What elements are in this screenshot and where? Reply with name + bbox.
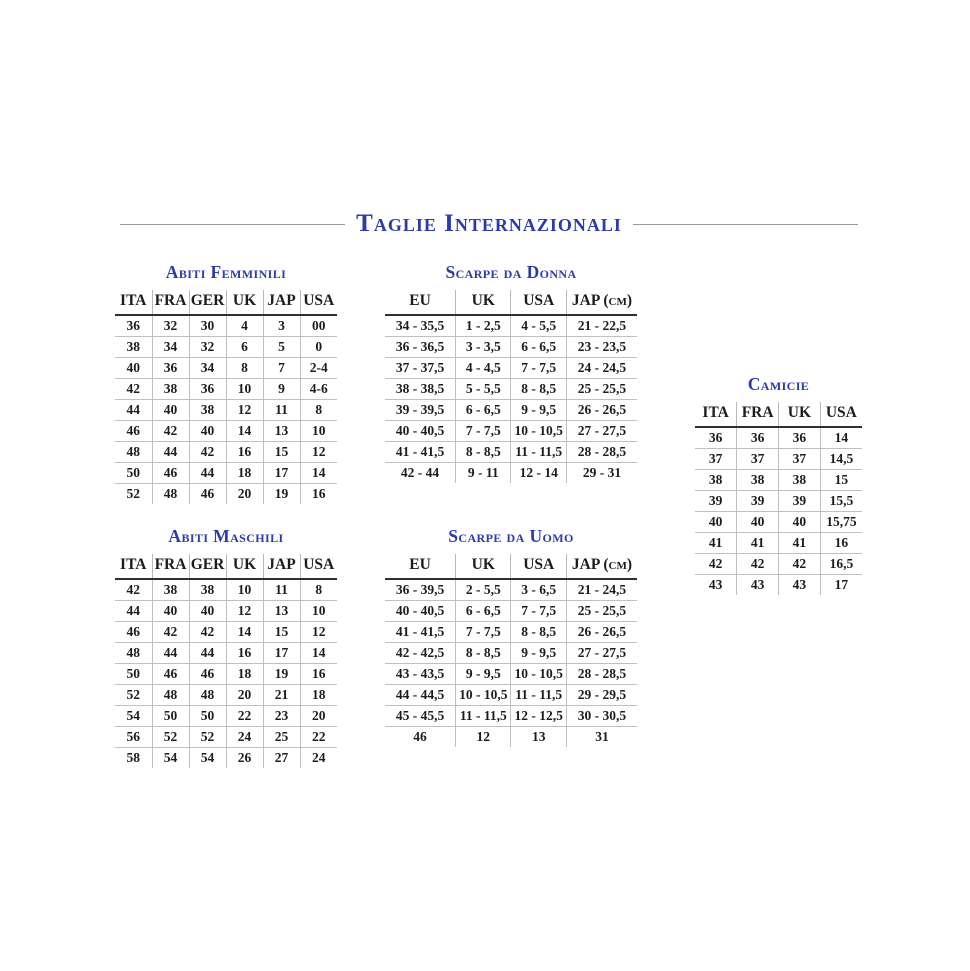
size-cell: 54 bbox=[152, 747, 189, 768]
size-cell: 40 bbox=[189, 600, 226, 621]
abiti-maschili-table bbox=[115, 554, 337, 768]
table-row bbox=[115, 621, 337, 642]
size-cell: 30 bbox=[189, 315, 226, 336]
size-cell: 11 - 11,5 bbox=[456, 705, 511, 726]
table-row bbox=[115, 399, 337, 420]
table-row bbox=[385, 399, 637, 420]
column-header: JAP (cm) bbox=[566, 554, 637, 579]
size-cell: 20 bbox=[226, 483, 263, 504]
size-cell: 7 bbox=[263, 357, 300, 378]
column-header: UK bbox=[226, 554, 263, 579]
table-row bbox=[385, 684, 637, 705]
size-cell: 25 - 25,5 bbox=[566, 600, 637, 621]
size-cell: 46 bbox=[152, 663, 189, 684]
column-header: JAP bbox=[263, 554, 300, 579]
size-cell: 38 bbox=[115, 336, 152, 357]
size-cell: 7 - 7,5 bbox=[511, 600, 566, 621]
title-rule-right bbox=[633, 224, 858, 225]
size-cell: 41 - 41,5 bbox=[385, 621, 456, 642]
size-cell: 40 bbox=[189, 420, 226, 441]
size-cell: 44 bbox=[189, 462, 226, 483]
abiti-femminili-table bbox=[115, 290, 337, 504]
size-cell: 8 bbox=[226, 357, 263, 378]
size-cell: 42 - 44 bbox=[385, 462, 456, 483]
section-scarpe-da-donna bbox=[385, 262, 637, 483]
size-cell: 00 bbox=[300, 315, 337, 336]
size-cell: 12 bbox=[300, 441, 337, 462]
column-header: GER bbox=[189, 554, 226, 579]
size-cell: 21 - 22,5 bbox=[566, 315, 637, 336]
size-cell: 52 bbox=[189, 726, 226, 747]
size-cell: 48 bbox=[115, 642, 152, 663]
table-row bbox=[115, 642, 337, 663]
table-row bbox=[385, 357, 637, 378]
scarpe-da-donna-table bbox=[385, 290, 637, 483]
size-cell: 42 bbox=[115, 579, 152, 600]
size-cell: 14 bbox=[820, 427, 862, 448]
table-row bbox=[385, 663, 637, 684]
size-cell: 11 bbox=[263, 579, 300, 600]
size-cell: 43 bbox=[737, 574, 779, 595]
size-cell: 42 bbox=[737, 553, 779, 574]
column-header: GER bbox=[189, 290, 226, 315]
size-cell: 13 bbox=[263, 420, 300, 441]
table-row bbox=[385, 378, 637, 399]
size-cell: 38 bbox=[695, 469, 737, 490]
size-cell: 19 bbox=[263, 663, 300, 684]
column-header: USA bbox=[300, 554, 337, 579]
table-row bbox=[115, 357, 337, 378]
column-header: USA bbox=[300, 290, 337, 315]
table-row bbox=[385, 462, 637, 483]
size-cell: 32 bbox=[189, 336, 226, 357]
table-row bbox=[695, 574, 862, 595]
size-cell: 40 bbox=[737, 511, 779, 532]
size-cell: 48 bbox=[152, 684, 189, 705]
size-cell: 40 - 40,5 bbox=[385, 600, 456, 621]
table-header-row bbox=[695, 402, 862, 427]
size-cell: 22 bbox=[300, 726, 337, 747]
size-cell: 52 bbox=[115, 483, 152, 504]
size-cell: 36 bbox=[779, 427, 821, 448]
size-cell: 44 bbox=[189, 642, 226, 663]
size-cell: 10 bbox=[300, 600, 337, 621]
size-cell: 42 bbox=[779, 553, 821, 574]
size-cell: 28 - 28,5 bbox=[566, 441, 637, 462]
size-cell: 36 bbox=[152, 357, 189, 378]
column-header: FRA bbox=[152, 290, 189, 315]
size-cell: 38 bbox=[779, 469, 821, 490]
size-cell: 39 bbox=[695, 490, 737, 511]
size-cell: 1 - 2,5 bbox=[456, 315, 511, 336]
size-cell: 10 bbox=[226, 378, 263, 399]
camicie-table bbox=[695, 402, 862, 595]
size-cell: 37 bbox=[737, 448, 779, 469]
size-cell: 0 bbox=[300, 336, 337, 357]
size-cell: 50 bbox=[152, 705, 189, 726]
size-cell: 5 - 5,5 bbox=[456, 378, 511, 399]
size-cell: 9 bbox=[263, 378, 300, 399]
size-cell: 29 - 29,5 bbox=[566, 684, 637, 705]
size-cell: 10 bbox=[226, 579, 263, 600]
size-cell: 42 - 42,5 bbox=[385, 642, 456, 663]
size-cell: 38 bbox=[189, 579, 226, 600]
size-cell: 38 bbox=[152, 579, 189, 600]
size-cell: 50 bbox=[115, 462, 152, 483]
size-cell: 54 bbox=[115, 705, 152, 726]
table-row bbox=[115, 579, 337, 600]
table-row bbox=[695, 469, 862, 490]
section-title-scarpe-da-uomo: Scarpe da Uomo bbox=[448, 526, 574, 546]
size-cell: 34 bbox=[189, 357, 226, 378]
section-title-scarpe-da-donna: Scarpe da Donna bbox=[445, 262, 577, 282]
size-cell: 12 bbox=[226, 600, 263, 621]
size-cell: 21 bbox=[263, 684, 300, 705]
size-cell: 4 bbox=[226, 315, 263, 336]
size-cell: 40 - 40,5 bbox=[385, 420, 456, 441]
size-cell: 40 bbox=[779, 511, 821, 532]
table-header-row bbox=[385, 290, 637, 315]
column-header: FRA bbox=[152, 554, 189, 579]
section-camicie bbox=[695, 374, 862, 595]
table-row bbox=[115, 336, 337, 357]
size-cell: 16 bbox=[226, 642, 263, 663]
size-cell: 15 bbox=[263, 621, 300, 642]
table-row bbox=[385, 642, 637, 663]
size-cell: 6 - 6,5 bbox=[511, 336, 566, 357]
size-cell: 16 bbox=[820, 532, 862, 553]
table-row bbox=[695, 511, 862, 532]
section-abiti-maschili bbox=[115, 526, 337, 768]
table-row bbox=[115, 441, 337, 462]
size-cell: 3 - 6,5 bbox=[511, 579, 566, 600]
size-cell: 10 - 10,5 bbox=[511, 663, 566, 684]
scarpe-da-uomo-table bbox=[385, 554, 637, 747]
size-cell: 34 bbox=[152, 336, 189, 357]
table-row bbox=[115, 420, 337, 441]
page-title-row bbox=[120, 208, 858, 240]
table-row bbox=[115, 684, 337, 705]
size-cell: 38 - 38,5 bbox=[385, 378, 456, 399]
size-cell: 41 - 41,5 bbox=[385, 441, 456, 462]
size-cell: 37 bbox=[779, 448, 821, 469]
column-header: JAP (cm) bbox=[566, 290, 637, 315]
size-cell: 17 bbox=[263, 642, 300, 663]
table-row bbox=[115, 378, 337, 399]
table-header-row bbox=[115, 290, 337, 315]
column-header: FRA bbox=[737, 402, 779, 427]
size-cell: 52 bbox=[152, 726, 189, 747]
size-cell: 26 - 26,5 bbox=[566, 399, 637, 420]
size-cell: 40 bbox=[115, 357, 152, 378]
size-cell: 10 bbox=[300, 420, 337, 441]
title-rule-left bbox=[120, 224, 345, 225]
column-header: UK bbox=[456, 554, 511, 579]
table-row bbox=[695, 532, 862, 553]
table-row bbox=[695, 553, 862, 574]
size-cell: 24 bbox=[226, 726, 263, 747]
size-cell: 12 - 14 bbox=[511, 462, 566, 483]
size-cell: 11 - 11,5 bbox=[511, 684, 566, 705]
size-cell: 4-6 bbox=[300, 378, 337, 399]
size-cell: 24 - 24,5 bbox=[566, 357, 637, 378]
size-cell: 48 bbox=[115, 441, 152, 462]
size-cell: 10 - 10,5 bbox=[456, 684, 511, 705]
size-cell: 7 - 7,5 bbox=[511, 357, 566, 378]
table-row bbox=[385, 600, 637, 621]
size-cell: 8 - 8,5 bbox=[456, 441, 511, 462]
table-row bbox=[115, 315, 337, 336]
size-cell: 14,5 bbox=[820, 448, 862, 469]
size-cell: 34 - 35,5 bbox=[385, 315, 456, 336]
table-row bbox=[115, 705, 337, 726]
size-cell: 36 - 36,5 bbox=[385, 336, 456, 357]
column-header: UK bbox=[779, 402, 821, 427]
size-cell: 36 bbox=[695, 427, 737, 448]
size-cell: 8 bbox=[300, 399, 337, 420]
size-cell: 52 bbox=[115, 684, 152, 705]
size-cell: 28 - 28,5 bbox=[566, 663, 637, 684]
table-row bbox=[385, 705, 637, 726]
size-cell: 45 - 45,5 bbox=[385, 705, 456, 726]
table-row bbox=[385, 420, 637, 441]
size-cell: 40 bbox=[152, 600, 189, 621]
size-cell: 10 - 10,5 bbox=[511, 420, 566, 441]
column-header: UK bbox=[226, 290, 263, 315]
column-header: ITA bbox=[115, 554, 152, 579]
column-header: JAP bbox=[263, 290, 300, 315]
column-header: EU bbox=[385, 554, 456, 579]
size-cell: 56 bbox=[115, 726, 152, 747]
size-cell: 42 bbox=[189, 441, 226, 462]
size-cell: 16 bbox=[226, 441, 263, 462]
size-cell: 40 bbox=[152, 399, 189, 420]
size-cell: 44 bbox=[152, 441, 189, 462]
size-cell: 36 bbox=[115, 315, 152, 336]
size-cell: 46 bbox=[189, 483, 226, 504]
size-cell: 14 bbox=[226, 420, 263, 441]
size-cell: 2-4 bbox=[300, 357, 337, 378]
size-cell: 3 - 3,5 bbox=[456, 336, 511, 357]
size-cell: 15 bbox=[263, 441, 300, 462]
column-header: UK bbox=[456, 290, 511, 315]
column-header: ITA bbox=[115, 290, 152, 315]
size-cell: 46 bbox=[152, 462, 189, 483]
size-cell: 38 bbox=[737, 469, 779, 490]
size-cell: 8 bbox=[300, 579, 337, 600]
table-row bbox=[115, 747, 337, 768]
size-cell: 29 - 31 bbox=[582, 464, 622, 480]
size-cell: 36 bbox=[737, 427, 779, 448]
size-cell: 23 bbox=[263, 705, 300, 726]
size-cell: 39 bbox=[779, 490, 821, 511]
table-row bbox=[695, 427, 862, 448]
size-cell: 41 bbox=[737, 532, 779, 553]
table-row bbox=[115, 726, 337, 747]
size-cell: 3 bbox=[263, 315, 300, 336]
size-cell: 13 bbox=[511, 726, 566, 747]
size-cell: 26 - 26,5 bbox=[566, 621, 637, 642]
table-row bbox=[115, 600, 337, 621]
size-cell: 42 bbox=[152, 420, 189, 441]
size-cell: 25 bbox=[263, 726, 300, 747]
size-cell: 41 bbox=[779, 532, 821, 553]
column-header: USA bbox=[511, 290, 566, 315]
size-cell: 4 - 4,5 bbox=[456, 357, 511, 378]
size-cell: 36 - 39,5 bbox=[385, 579, 456, 600]
size-cell: 31 bbox=[595, 728, 609, 744]
size-cell: 15,75 bbox=[820, 511, 862, 532]
table-row bbox=[385, 726, 637, 747]
size-cell: 50 bbox=[115, 663, 152, 684]
size-cell: 30 - 30,5 bbox=[566, 705, 637, 726]
size-cell: 26 bbox=[226, 747, 263, 768]
size-cell: 7 - 7,5 bbox=[456, 621, 511, 642]
column-header: USA bbox=[511, 554, 566, 579]
size-cell: 38 bbox=[152, 378, 189, 399]
size-cell: 12 bbox=[300, 621, 337, 642]
section-abiti-femminili bbox=[115, 262, 337, 504]
size-cell: 12 bbox=[456, 726, 511, 747]
size-cell: 42 bbox=[152, 621, 189, 642]
size-cell: 16,5 bbox=[820, 553, 862, 574]
size-cell: 46 bbox=[115, 621, 152, 642]
size-cell: 42 bbox=[695, 553, 737, 574]
size-cell: 39 - 39,5 bbox=[385, 399, 456, 420]
size-cell: 7 - 7,5 bbox=[456, 420, 511, 441]
size-cell: 24 bbox=[312, 749, 326, 765]
size-cell: 15 bbox=[820, 469, 862, 490]
size-cell: 8 - 8,5 bbox=[511, 621, 566, 642]
size-cell: 54 bbox=[189, 747, 226, 768]
table-row bbox=[115, 483, 337, 504]
size-cell: 8 - 8,5 bbox=[456, 642, 511, 663]
size-cell: 18 bbox=[226, 663, 263, 684]
size-cell: 9 - 9,5 bbox=[511, 642, 566, 663]
section-title-abiti-femminili: Abiti Femminili bbox=[165, 262, 287, 282]
size-cell: 44 bbox=[115, 399, 152, 420]
size-cell: 8 - 8,5 bbox=[511, 378, 566, 399]
table-row bbox=[385, 579, 637, 600]
size-cell: 46 bbox=[115, 420, 152, 441]
size-cell: 13 bbox=[263, 600, 300, 621]
size-cell: 37 - 37,5 bbox=[385, 357, 456, 378]
section-scarpe-da-uomo bbox=[385, 526, 637, 747]
table-row bbox=[385, 621, 637, 642]
size-cell: 58 bbox=[115, 747, 152, 768]
size-cell: 46 bbox=[385, 726, 456, 747]
size-cell: 21 - 24,5 bbox=[566, 579, 637, 600]
size-cell: 22 bbox=[226, 705, 263, 726]
size-cell: 43 bbox=[779, 574, 821, 595]
size-cell: 44 bbox=[115, 600, 152, 621]
size-cell: 17 bbox=[834, 576, 849, 592]
size-cell: 32 bbox=[152, 315, 189, 336]
size-cell: 11 - 11,5 bbox=[511, 441, 566, 462]
size-cell: 39 bbox=[737, 490, 779, 511]
size-cell: 2 - 5,5 bbox=[456, 579, 511, 600]
size-cell: 16 bbox=[312, 485, 326, 501]
table-row bbox=[695, 490, 862, 511]
size-cell: 5 bbox=[263, 336, 300, 357]
size-cell: 37 bbox=[695, 448, 737, 469]
size-cell: 12 - 12,5 bbox=[511, 705, 566, 726]
size-cell: 48 bbox=[189, 684, 226, 705]
size-cell: 27 - 27,5 bbox=[566, 420, 637, 441]
table-header-row bbox=[115, 554, 337, 579]
size-cell: 38 bbox=[189, 399, 226, 420]
size-cell: 42 bbox=[115, 378, 152, 399]
size-cell: 18 bbox=[226, 462, 263, 483]
size-cell: 12 bbox=[226, 399, 263, 420]
size-cell: 16 bbox=[300, 663, 337, 684]
size-cell: 9 - 9,5 bbox=[456, 663, 511, 684]
table-row bbox=[115, 663, 337, 684]
size-cell: 9 - 11 bbox=[456, 462, 511, 483]
size-cell: 41 bbox=[695, 532, 737, 553]
table-row bbox=[385, 315, 637, 336]
size-cell: 9 - 9,5 bbox=[511, 399, 566, 420]
size-cell: 36 bbox=[189, 378, 226, 399]
table-row bbox=[695, 448, 862, 469]
size-cell: 23 - 23,5 bbox=[566, 336, 637, 357]
size-cell: 27 - 27,5 bbox=[566, 642, 637, 663]
size-cell: 50 bbox=[189, 705, 226, 726]
size-cell: 48 bbox=[152, 483, 189, 504]
size-cell: 44 - 44,5 bbox=[385, 684, 456, 705]
size-cell: 15,5 bbox=[820, 490, 862, 511]
size-cell: 6 bbox=[226, 336, 263, 357]
size-cell: 17 bbox=[263, 462, 300, 483]
size-cell: 46 bbox=[189, 663, 226, 684]
column-header: ITA bbox=[695, 402, 737, 427]
size-cell: 14 bbox=[226, 621, 263, 642]
size-cell: 19 bbox=[263, 483, 300, 504]
table-row bbox=[385, 336, 637, 357]
size-cell: 25 - 25,5 bbox=[566, 378, 637, 399]
size-cell: 44 bbox=[152, 642, 189, 663]
section-title-abiti-maschili: Abiti Maschili bbox=[168, 526, 284, 546]
size-cell: 14 bbox=[300, 642, 337, 663]
size-cell: 27 bbox=[263, 747, 300, 768]
size-cell: 40 bbox=[695, 511, 737, 532]
size-cell: 6 - 6,5 bbox=[456, 399, 511, 420]
section-title-camicie: Camicie bbox=[747, 374, 810, 394]
table-row bbox=[115, 462, 337, 483]
table-header-row bbox=[385, 554, 637, 579]
size-cell: 11 bbox=[263, 399, 300, 420]
size-cell: 43 - 43,5 bbox=[385, 663, 456, 684]
size-cell: 4 - 5,5 bbox=[511, 315, 566, 336]
size-cell: 18 bbox=[300, 684, 337, 705]
size-cell: 6 - 6,5 bbox=[456, 600, 511, 621]
size-cell: 42 bbox=[189, 621, 226, 642]
size-cell: 20 bbox=[300, 705, 337, 726]
column-header: EU bbox=[385, 290, 456, 315]
table-row bbox=[385, 441, 637, 462]
size-cell: 20 bbox=[226, 684, 263, 705]
size-cell: 14 bbox=[300, 462, 337, 483]
size-cell: 43 bbox=[695, 574, 737, 595]
column-header: USA bbox=[820, 402, 862, 427]
page-title: Taglie Internazionali bbox=[356, 210, 622, 237]
